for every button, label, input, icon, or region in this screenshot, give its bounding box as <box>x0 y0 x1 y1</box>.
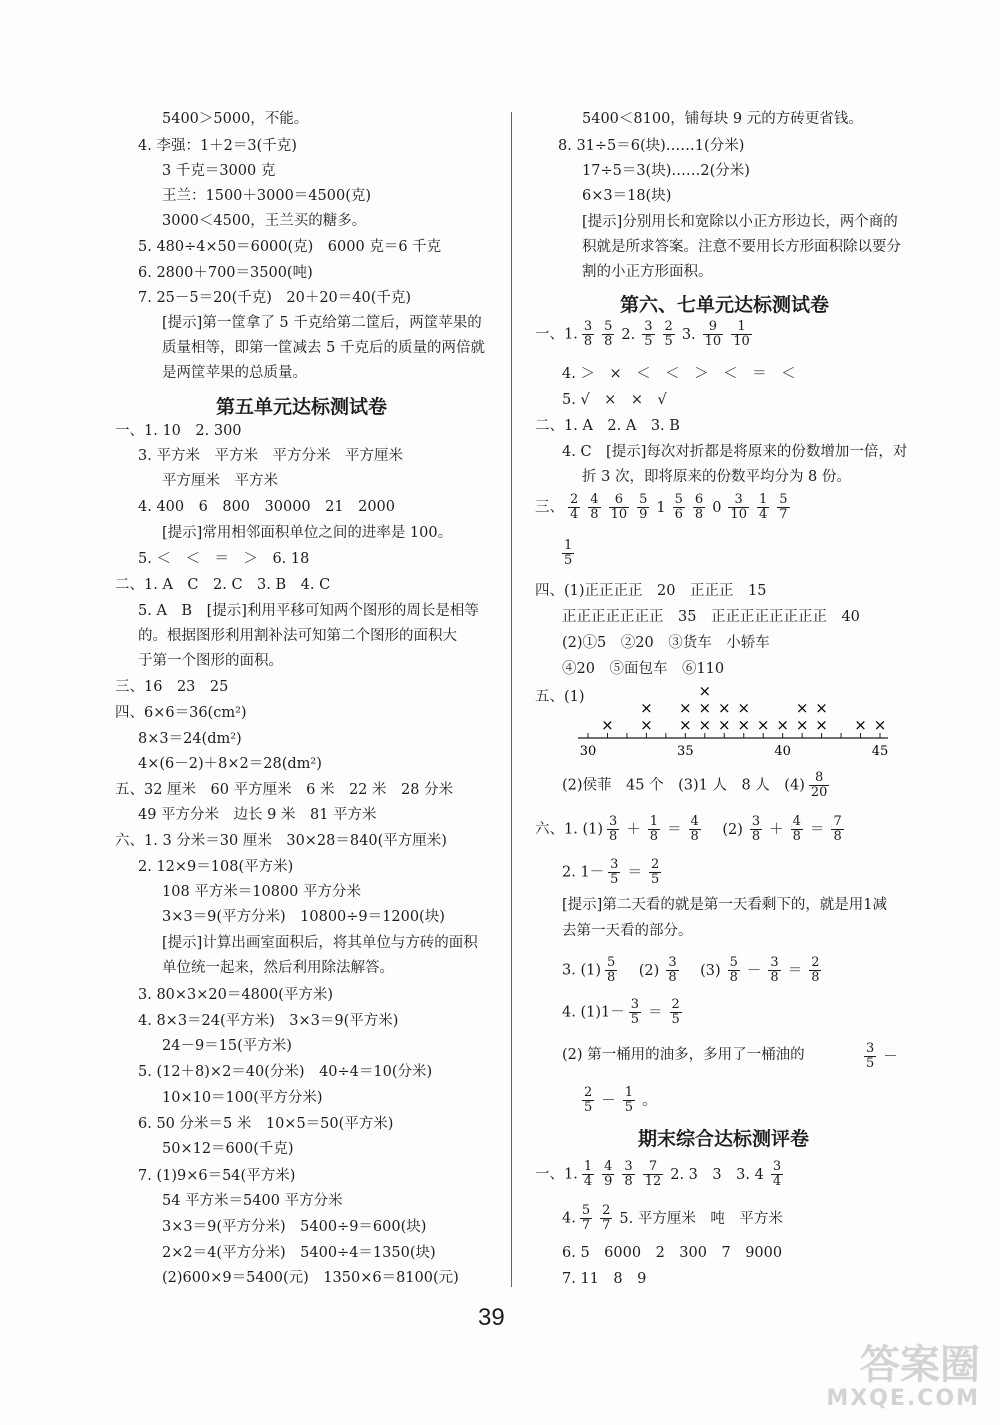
answer-line: [提示]第一筐拿了 5 千克给第二筐后，两筐苹果的 <box>162 315 482 331</box>
numerator: 3 <box>608 814 618 829</box>
row-text: 5. 平方厘米 吨 平方米 <box>619 1210 783 1227</box>
denominator: 8 <box>833 829 842 844</box>
answer-line: 7. (1)9×6＝54(平方米) <box>138 1168 296 1184</box>
plot-mark: × <box>776 716 789 734</box>
answer-line: 2. 12×9＝108(平方米) <box>138 859 294 875</box>
fraction <box>728 493 749 522</box>
fraction <box>582 1086 594 1115</box>
tick-label: 40 <box>774 744 791 759</box>
fraction <box>568 493 580 522</box>
denominator: 5 <box>650 872 660 887</box>
section-title-unit67: 第六、七单元达标测试卷 <box>620 294 830 316</box>
denominator: 9 <box>604 1174 613 1189</box>
fraction <box>728 956 740 985</box>
plot-mark: × <box>815 699 828 717</box>
answer-line: 50×12＝600(千克) <box>162 1141 294 1157</box>
numerator: 1 <box>564 538 573 553</box>
answer-line: 6×3＝18(块) <box>582 188 672 204</box>
denominator: 7 <box>779 507 788 522</box>
answer-line: 7. 11 8 9 <box>562 1271 647 1287</box>
fraction <box>791 815 803 844</box>
answer-line: 8. 31÷5＝6(块)……1(分米) <box>558 138 745 154</box>
fraction <box>588 493 600 522</box>
numerator: 4 <box>792 814 801 829</box>
frac-row <box>535 493 794 522</box>
plot-mark: × <box>698 682 712 700</box>
numerator: 1 <box>624 1085 634 1100</box>
numerator: 7 <box>833 814 842 829</box>
answer-line: 4. 8×3＝24(平方米) 3×3＝9(平方米) <box>138 1013 399 1029</box>
plot-mark: × <box>698 699 712 717</box>
page-number: 39 <box>478 1304 505 1331</box>
denominator: 8 <box>751 829 761 844</box>
numerator: 3 <box>728 493 749 508</box>
numerator: 3 <box>770 955 779 970</box>
answer-line: 正正正正正正正 35 正正正正正正正正 40 <box>562 609 860 625</box>
answer-line: (2) 第一桶用的油多，多用了一桶油的 <box>562 1047 805 1063</box>
answer-line: 割的小正方形面积。 <box>582 264 713 280</box>
answer-line: 5. (12＋8)×2＝40(分米) 40÷4＝10(分米) <box>138 1064 433 1080</box>
answer-line: [提示]计算出画室面积后，将其单位与方砖的面积 <box>162 935 478 951</box>
row-text: (2) <box>707 821 743 838</box>
fraction <box>648 815 660 844</box>
numerator: 5 <box>674 492 683 507</box>
answer-line: (2)①5 ②20 ③货车 小轿车 <box>562 635 770 651</box>
frac-row <box>535 815 848 844</box>
row-prefix: 3. (1) <box>562 962 601 979</box>
answer-line: 5. A B [提示]利用平移可知两个图形的周长是相等 <box>138 603 479 619</box>
denominator: 5 <box>630 1012 639 1027</box>
denominator: 8 <box>604 334 613 349</box>
fraction <box>663 320 675 349</box>
numerator: 5 <box>779 492 788 507</box>
denominator: 8 <box>792 829 801 844</box>
answer-line: 8×3＝24(dm²) <box>138 731 242 747</box>
denominator: 4 <box>583 1174 593 1189</box>
denominator: 5 <box>664 334 673 349</box>
answer-line: 二、1. A C 2. C 3. B 4. C <box>115 577 331 593</box>
column-divider <box>511 112 512 1287</box>
frac-row <box>860 1042 901 1071</box>
answer-line: (2)600×9＝5400(元) 1350×6＝8100(元) <box>162 1270 459 1286</box>
fraction <box>689 815 701 844</box>
fraction <box>562 539 574 568</box>
answer-line: 5. ＜ ＜ ＝ ＞ 6. 18 <box>138 551 310 567</box>
answer-line: 5400＜8100，铺每块 9 元的方砖更省钱。 <box>582 111 863 127</box>
fraction <box>607 815 619 844</box>
answer-line: 6. 5 6000 2 300 7 9000 <box>562 1245 783 1261</box>
fraction <box>768 956 780 985</box>
row-text: ＋ <box>626 821 641 838</box>
numerator: 4 <box>604 1159 613 1174</box>
answer-line: 单位统一起来，然后利用除法解答。 <box>162 960 394 976</box>
denominator: 4 <box>758 507 768 522</box>
denominator: 5 <box>610 872 619 887</box>
answer-line: [提示]常用相邻面积单位之间的进率是 100。 <box>162 525 453 541</box>
denominator: 5 <box>644 334 653 349</box>
plot-mark: × <box>679 699 692 717</box>
frac-row <box>578 1086 660 1115</box>
answer-line: 一、1. 10 2. 300 <box>115 423 242 439</box>
fraction <box>750 815 762 844</box>
row-prefix: 一、1. <box>535 326 578 343</box>
numerator: 2 <box>650 857 660 872</box>
answer-line: 3000＜4500，王兰买的糖多。 <box>162 213 367 229</box>
row-text: 2. <box>621 326 636 343</box>
fraction <box>602 1160 614 1189</box>
numerator: 5 <box>729 955 738 970</box>
plot-mark: × <box>756 716 770 734</box>
answer-line: 去第一天看的部分。 <box>562 923 693 939</box>
row-text: 0 <box>712 499 722 516</box>
denominator: 10 <box>730 507 747 522</box>
numerator: 3 <box>668 955 677 970</box>
answer-line: [提示]第二天看的就是第一天看剩下的，就是用1减 <box>562 897 888 913</box>
tick-label: 35 <box>677 744 694 759</box>
answer-line: 质量相等，即第一筐减去 5 千克后的质量的两倍就 <box>162 340 485 356</box>
answer-line: 6. 2800＋700＝3500(吨) <box>138 265 313 281</box>
answer-line: 平方厘米 平方米 <box>162 473 278 489</box>
numerator: 1 <box>649 814 659 829</box>
fraction <box>582 1160 594 1189</box>
tick-label: 45 <box>871 744 889 759</box>
plot-mark: × <box>601 716 614 734</box>
row-text: ＝ <box>787 962 803 979</box>
denominator: 5 <box>564 553 573 568</box>
numerator: 3 <box>610 857 619 872</box>
fraction <box>831 815 843 844</box>
row-text: 3. <box>681 326 696 343</box>
row-text: ＝ <box>809 821 825 838</box>
watermark-sub: MXQE.COM <box>826 1386 980 1411</box>
denominator: 10 <box>704 334 722 349</box>
frac-row <box>535 320 756 349</box>
answer-line: 4. 李强：1＋2＝3(千克) <box>138 138 297 154</box>
denominator: 5 <box>624 1100 634 1115</box>
denominator: 8 <box>608 829 618 844</box>
row-prefix: 三、 <box>535 499 564 516</box>
answer-line: 4. C [提示]每次对折都是将原来的份数增加一倍，对 <box>562 444 908 460</box>
watermark-main: 答案圈 <box>860 1342 980 1388</box>
answer-line: 折 3 次，即将原来的份数平均分为 8 份。 <box>582 469 851 485</box>
denominator: 8 <box>590 507 599 522</box>
row-text: (3) <box>685 962 721 979</box>
fraction <box>642 320 654 349</box>
dot-plot <box>578 680 898 765</box>
fraction <box>580 1204 592 1233</box>
plot-mark: × <box>640 716 653 734</box>
row-text: － <box>746 962 762 979</box>
answer-line: 5. 480÷4×50＝6000(克) 6000 克＝6 千克 <box>138 239 442 255</box>
row-prefix: 2. 1－ <box>562 864 605 881</box>
fraction <box>600 1204 612 1233</box>
frac-row <box>562 956 825 985</box>
denominator: 4 <box>772 1174 782 1189</box>
answer-line: 的。根据图形利用割补法可知第二个图形的面积大 <box>138 628 457 644</box>
frac-row <box>562 1204 786 1233</box>
denominator: 8 <box>694 507 704 522</box>
fraction <box>623 1086 635 1115</box>
row-text: 2. 3 3 3. 4 <box>670 1166 764 1183</box>
answer-line: 4. ＞ × ＜ ＜ ＞ ＜ ＝ ＜ <box>562 366 796 382</box>
answer-line: 4×(6－2)＋8×2＝28(dm²) <box>138 756 322 772</box>
tick-label: 30 <box>579 744 597 759</box>
answer-line: 3. 80×3×20＝4800(平方米) <box>138 987 334 1003</box>
row-text: 1 <box>656 499 666 516</box>
denominator: 8 <box>583 334 593 349</box>
denominator: 8 <box>770 970 779 985</box>
denominator: 8 <box>649 829 659 844</box>
answer-line: 三、16 23 25 <box>115 679 229 695</box>
numerator: 2 <box>664 319 673 334</box>
numerator: 5 <box>604 319 613 334</box>
numerator: 4 <box>690 814 699 829</box>
numerator: 1 <box>731 320 752 335</box>
numerator: 2 <box>602 1203 611 1218</box>
fraction <box>649 858 661 887</box>
frac-row <box>558 539 578 568</box>
answer-line: 7. 25－5＝20(千克) 20＋20＝40(千克) <box>138 290 412 306</box>
answer-line: 108 平方米＝10800 平方分米 <box>162 884 362 900</box>
answer-line: 积就是所求答案。注意不要用长方形面积除以要分 <box>582 239 901 255</box>
numerator: 5 <box>581 1203 591 1218</box>
plot-mark: × <box>737 716 751 734</box>
numerator: 8 <box>809 771 830 786</box>
answer-line: 3×3＝9(平方分米) 10800÷9＝1200(块) <box>162 909 445 925</box>
denominator: 12 <box>644 1174 662 1189</box>
row-text: － <box>601 1092 616 1109</box>
fraction <box>731 320 752 349</box>
answer-line: 五、32 厘米 60 平方厘米 6 米 22 米 28 分米 <box>115 782 454 798</box>
plot-mark: × <box>640 699 653 717</box>
numerator: 7 <box>643 1160 664 1175</box>
fraction <box>703 320 724 349</box>
numerator: 9 <box>703 320 724 335</box>
fraction <box>609 493 630 522</box>
fraction <box>673 493 685 522</box>
numerator: 2 <box>584 1085 593 1100</box>
denominator: 6 <box>674 507 683 522</box>
answer-line: [提示]分别用长和宽除以小正方形边长，两个商的 <box>582 214 898 230</box>
numerator: 2 <box>671 997 680 1012</box>
fraction <box>777 493 789 522</box>
numerator: 3 <box>583 319 593 334</box>
frac-row <box>535 1160 787 1189</box>
numerator: 3 <box>866 1041 875 1056</box>
answer-line: ④20 ⑤面包车 ⑥110 <box>562 661 725 677</box>
numerator: 3 <box>630 997 639 1012</box>
row-prefix: (2)侯菲 45 个 (3)1 人 8 人 (4) <box>562 777 805 794</box>
numerator: 5 <box>639 492 648 507</box>
plot-mark: × <box>815 716 828 734</box>
row-prefix: 六、1. (1) <box>535 821 603 838</box>
plot-mark: × <box>854 716 867 734</box>
denominator: 8 <box>811 970 820 985</box>
answer-line: 5. √ × × √ <box>562 392 667 408</box>
fraction <box>864 1042 876 1071</box>
plot-mark: × <box>698 716 712 734</box>
watermark-logo <box>826 1343 980 1411</box>
row-text: ＝ <box>648 1004 663 1021</box>
row-text: (2) <box>624 962 660 979</box>
fraction <box>666 956 678 985</box>
answer-line: 四、(1)正正正正 20 正正正 15 <box>535 583 767 599</box>
answer-line: 六、1. 3 分米＝30 厘米 30×28＝840(平方厘米) <box>115 833 447 849</box>
denominator: 5 <box>584 1100 593 1115</box>
answer-line: 54 平方米＝5400 平方分米 <box>162 1193 343 1209</box>
denominator: 4 <box>570 507 579 522</box>
answer-line: 3×3＝9(平方分米) 5400÷9＝600(块) <box>162 1219 427 1235</box>
answer-line: 6. 50 分米＝5 米 10×5＝50(平方米) <box>138 1116 394 1132</box>
answer-line: 王兰：1500＋3000＝4500(克) <box>162 188 372 204</box>
row-prefix: 一、1. <box>535 1166 578 1183</box>
fraction <box>608 858 620 887</box>
row-text: － <box>883 1048 898 1065</box>
answer-line: 3 千克＝3000 克 <box>162 163 276 179</box>
denominator: 8 <box>690 829 699 844</box>
frac-row <box>562 858 665 887</box>
numerator: 4 <box>590 492 599 507</box>
answer-line: 10×10＝100(平方分米) <box>162 1090 323 1106</box>
denominator: 8 <box>606 970 616 985</box>
fraction <box>670 998 682 1027</box>
numerator: 3 <box>644 319 653 334</box>
fraction <box>693 493 705 522</box>
section-title-final: 期末综合达标测评卷 <box>638 1128 810 1150</box>
answer-line: 17÷5＝3(块)……2(分米) <box>582 163 750 179</box>
row-text: ＝ <box>627 864 642 881</box>
denominator: 9 <box>639 507 648 522</box>
answer-line: 2×2＝4(平方分米) 5400÷4＝1350(块) <box>162 1245 436 1261</box>
frac-row <box>562 771 833 800</box>
answer-line: 5400＞5000，不能。 <box>162 111 309 127</box>
fraction <box>643 1160 664 1189</box>
fraction <box>809 771 830 800</box>
numerator: 1 <box>583 1159 593 1174</box>
answer-line: 是两筐苹果的总质量。 <box>162 365 307 381</box>
answer-line: 二、1. A 2. A 3. B <box>535 418 680 434</box>
answer-line: 4. 400 6 800 30000 21 2000 <box>138 499 395 515</box>
fraction <box>629 998 641 1027</box>
numerator: 5 <box>606 955 616 970</box>
numerator: 3 <box>624 1159 633 1174</box>
denominator: 5 <box>866 1056 875 1071</box>
denominator: 20 <box>810 785 828 800</box>
plot-mark: × <box>737 699 751 717</box>
row-prefix: 4. <box>562 1210 576 1227</box>
row-text: ＋ <box>769 821 784 838</box>
fraction <box>582 320 594 349</box>
row-prefix: 4. (1)1－ <box>562 1004 625 1021</box>
row-text: 。 <box>642 1092 657 1109</box>
denominator: 5 <box>671 1012 680 1027</box>
fraction <box>605 956 617 985</box>
fraction <box>771 1160 783 1189</box>
answer-line: 24－9＝15(平方米) <box>162 1038 292 1054</box>
denominator: 7 <box>581 1218 591 1233</box>
numerator: 6 <box>609 493 630 508</box>
denominator: 8 <box>668 970 677 985</box>
fraction <box>637 493 649 522</box>
denominator: 8 <box>624 1174 633 1189</box>
answer-line: 四、6×6＝36(cm²) <box>115 705 247 721</box>
plot-mark: × <box>717 699 731 717</box>
plot-mark: × <box>873 716 887 734</box>
denominator: 8 <box>729 970 738 985</box>
numerator: 2 <box>811 955 820 970</box>
numerator: 1 <box>758 492 768 507</box>
denominator: 10 <box>733 334 750 349</box>
fraction <box>757 493 769 522</box>
numerator: 3 <box>772 1159 782 1174</box>
answer-line: 3. 平方米 平方米 平方分米 平方厘米 <box>138 448 403 464</box>
plot-mark: × <box>795 699 809 717</box>
section-title-unit5: 第五单元达标测试卷 <box>216 396 388 418</box>
denominator: 10 <box>610 507 628 522</box>
fraction <box>809 956 821 985</box>
plot-mark: × <box>717 716 731 734</box>
fraction <box>602 320 614 349</box>
frac-row <box>562 998 686 1027</box>
row-text: ＝ <box>667 821 682 838</box>
numerator: 2 <box>570 492 579 507</box>
numerator: 3 <box>751 814 761 829</box>
answer-line: 49 平方分米 边长 9 米 81 平方米 <box>138 807 377 823</box>
plot-mark: × <box>795 716 809 734</box>
plot-mark: × <box>679 716 692 734</box>
denominator: 7 <box>602 1218 611 1233</box>
answer-line: 于第一个图形的面积。 <box>138 653 283 669</box>
answer-line: 五、(1) <box>535 689 585 705</box>
numerator: 6 <box>694 492 704 507</box>
fraction <box>622 1160 634 1189</box>
